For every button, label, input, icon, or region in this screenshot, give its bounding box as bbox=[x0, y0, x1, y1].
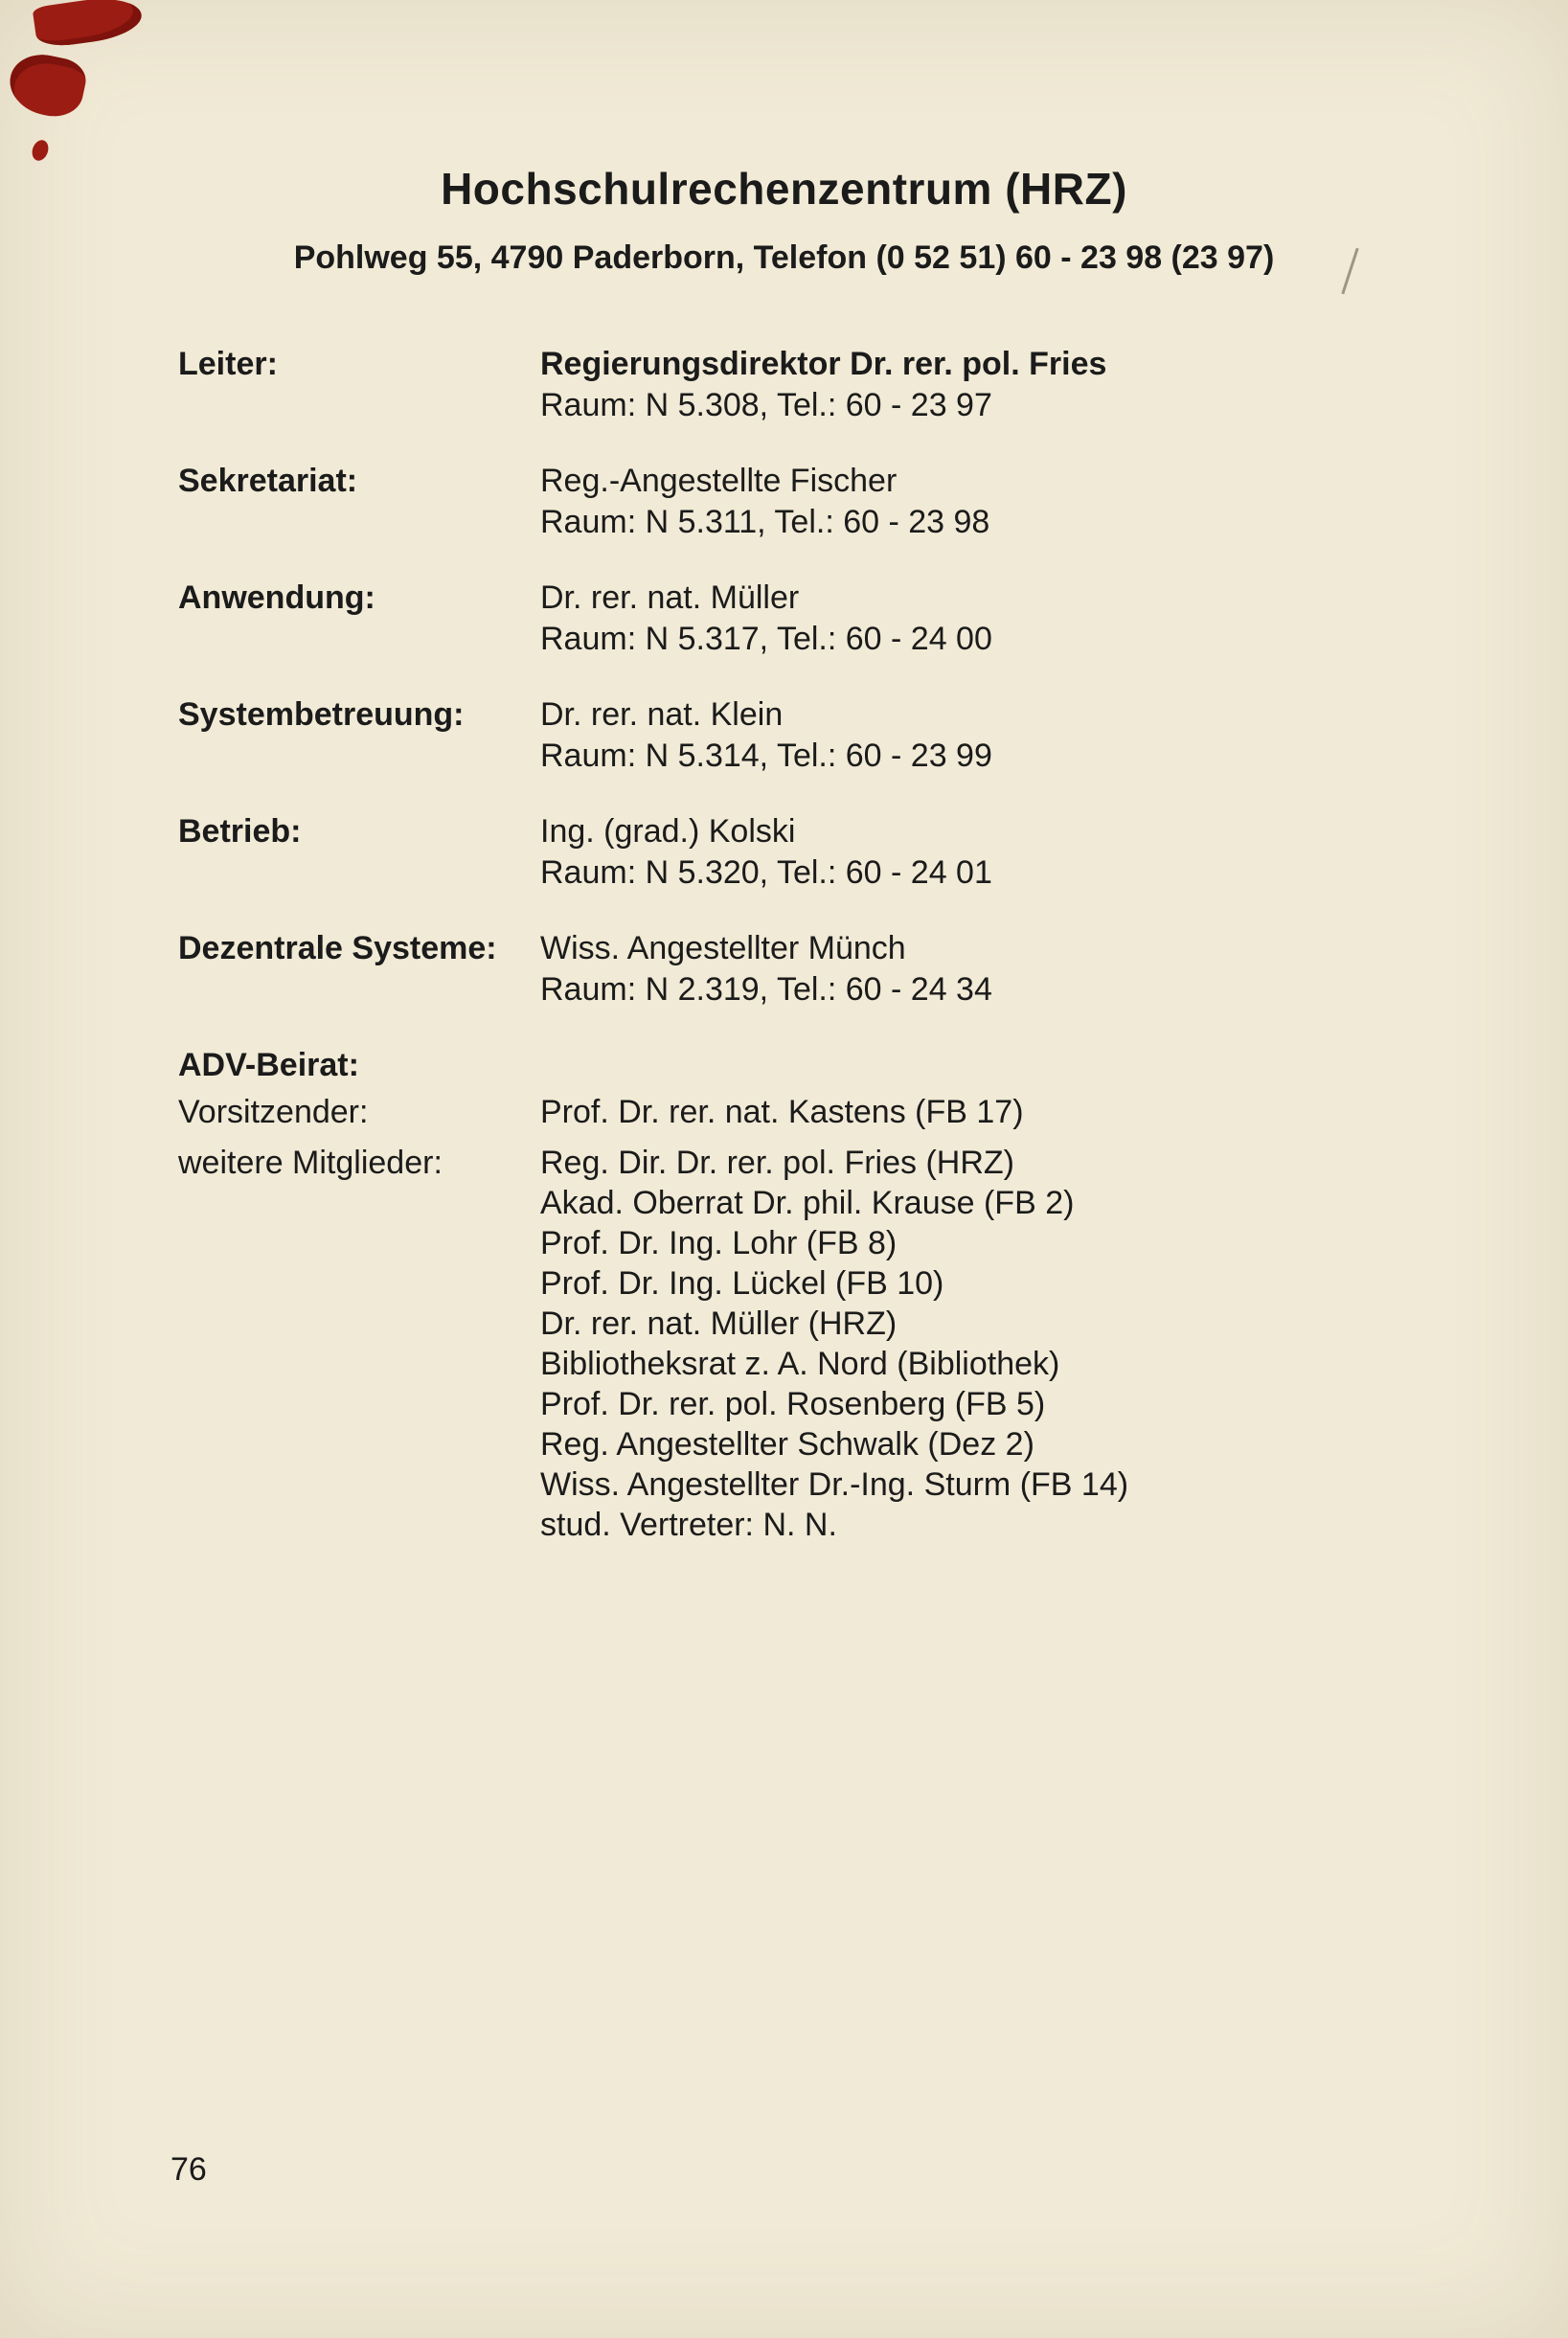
adv-beirat-section bbox=[178, 1045, 1453, 1545]
member-item: Reg. Dir. Dr. rer. pol. Fries (HRZ) bbox=[540, 1145, 1014, 1181]
entry-room-tel: Raum: N 5.311, Tel.: 60 - 23 98 bbox=[540, 504, 990, 540]
entry-room-tel: Raum: N 5.317, Tel.: 60 - 24 00 bbox=[540, 621, 992, 657]
entry-value bbox=[540, 694, 992, 777]
directory-entry-anwendung bbox=[178, 578, 1453, 660]
entry-label: Betrieb: bbox=[178, 813, 302, 850]
chair-person: Prof. Dr. rer. nat. Kastens (FB 17) bbox=[540, 1094, 1024, 1130]
entry-room-tel: Raum: N 5.314, Tel.: 60 - 23 99 bbox=[540, 738, 992, 774]
entry-label: Dezentrale Systeme: bbox=[178, 930, 497, 966]
member-item: Reg. Angestellter Schwalk (Dez 2) bbox=[540, 1426, 1034, 1463]
member-item: Wiss. Angestellter Dr.-Ing. Sturm (FB 14) bbox=[540, 1466, 1129, 1503]
member-item: Prof. Dr. Ing. Lückel (FB 10) bbox=[540, 1265, 944, 1302]
directory-entry-systembetreuung bbox=[178, 694, 1453, 777]
committee-heading: ADV-Beirat: bbox=[178, 1047, 359, 1083]
entry-person: Dr. rer. nat. Müller bbox=[540, 579, 800, 616]
members-label: weitere Mitglieder: bbox=[178, 1145, 443, 1181]
directory-entry-betrieb bbox=[178, 811, 1453, 894]
chair-value bbox=[540, 1092, 1024, 1133]
entry-label: Systembetreuung: bbox=[178, 696, 465, 733]
member-item: Prof. Dr. Ing. Lohr (FB 8) bbox=[540, 1225, 898, 1261]
entry-room-tel: Raum: N 2.319, Tel.: 60 - 24 34 bbox=[540, 971, 992, 1008]
entry-person: Wiss. Angestellter Münch bbox=[540, 930, 906, 966]
entry-person: Dr. rer. nat. Klein bbox=[540, 696, 784, 733]
member-item: Dr. rer. nat. Müller (HRZ) bbox=[540, 1305, 898, 1342]
entry-value bbox=[540, 811, 992, 894]
entry-value bbox=[540, 928, 992, 1010]
entry-value bbox=[540, 578, 992, 660]
entry-room-tel: Raum: N 5.308, Tel.: 60 - 23 97 bbox=[540, 387, 992, 423]
staff-directory bbox=[178, 344, 1453, 1010]
member-item: Akad. Oberrat Dr. phil. Krause (FB 2) bbox=[540, 1185, 1075, 1221]
entry-room-tel: Raum: N 5.320, Tel.: 60 - 24 01 bbox=[540, 854, 992, 891]
member-item: Bibliotheksrat z. A. Nord (Bibliothek) bbox=[540, 1346, 1060, 1382]
page-title: Hochschulrechenzentrum (HRZ) bbox=[441, 164, 1127, 214]
directory-entry-dezentrale-systeme bbox=[178, 928, 1453, 1010]
address-telephone-line: Pohlweg 55, 4790 Paderborn, Telefon (0 52 51) 60 - 23 98 (23 97) bbox=[293, 239, 1275, 276]
member-item: Prof. Dr. rer. pol. Rosenberg (FB 5) bbox=[540, 1386, 1046, 1422]
entry-person: Ing. (grad.) Kolski bbox=[540, 813, 796, 850]
entry-label: Leiter: bbox=[178, 346, 278, 382]
directory-entry-leiter bbox=[178, 344, 1453, 426]
entry-person: Reg.-Angestellte Fischer bbox=[540, 463, 898, 499]
entry-label: Anwendung: bbox=[178, 579, 375, 616]
directory-entry-sekretariat bbox=[178, 461, 1453, 543]
committee-members-row bbox=[178, 1143, 1453, 1545]
entry-value bbox=[540, 461, 989, 543]
document-header bbox=[0, 0, 1568, 277]
page-number: 76 bbox=[170, 2151, 207, 2188]
committee-chair-row bbox=[178, 1092, 1453, 1133]
member-item: stud. Vertreter: N. N. bbox=[540, 1507, 837, 1543]
chair-label: Vorsitzender: bbox=[178, 1094, 369, 1130]
entry-person: Regierungsdirektor Dr. rer. pol. Fries bbox=[540, 346, 1107, 382]
entry-label: Sekretariat: bbox=[178, 463, 358, 499]
members-list bbox=[540, 1143, 1128, 1545]
entry-value bbox=[540, 344, 1106, 426]
